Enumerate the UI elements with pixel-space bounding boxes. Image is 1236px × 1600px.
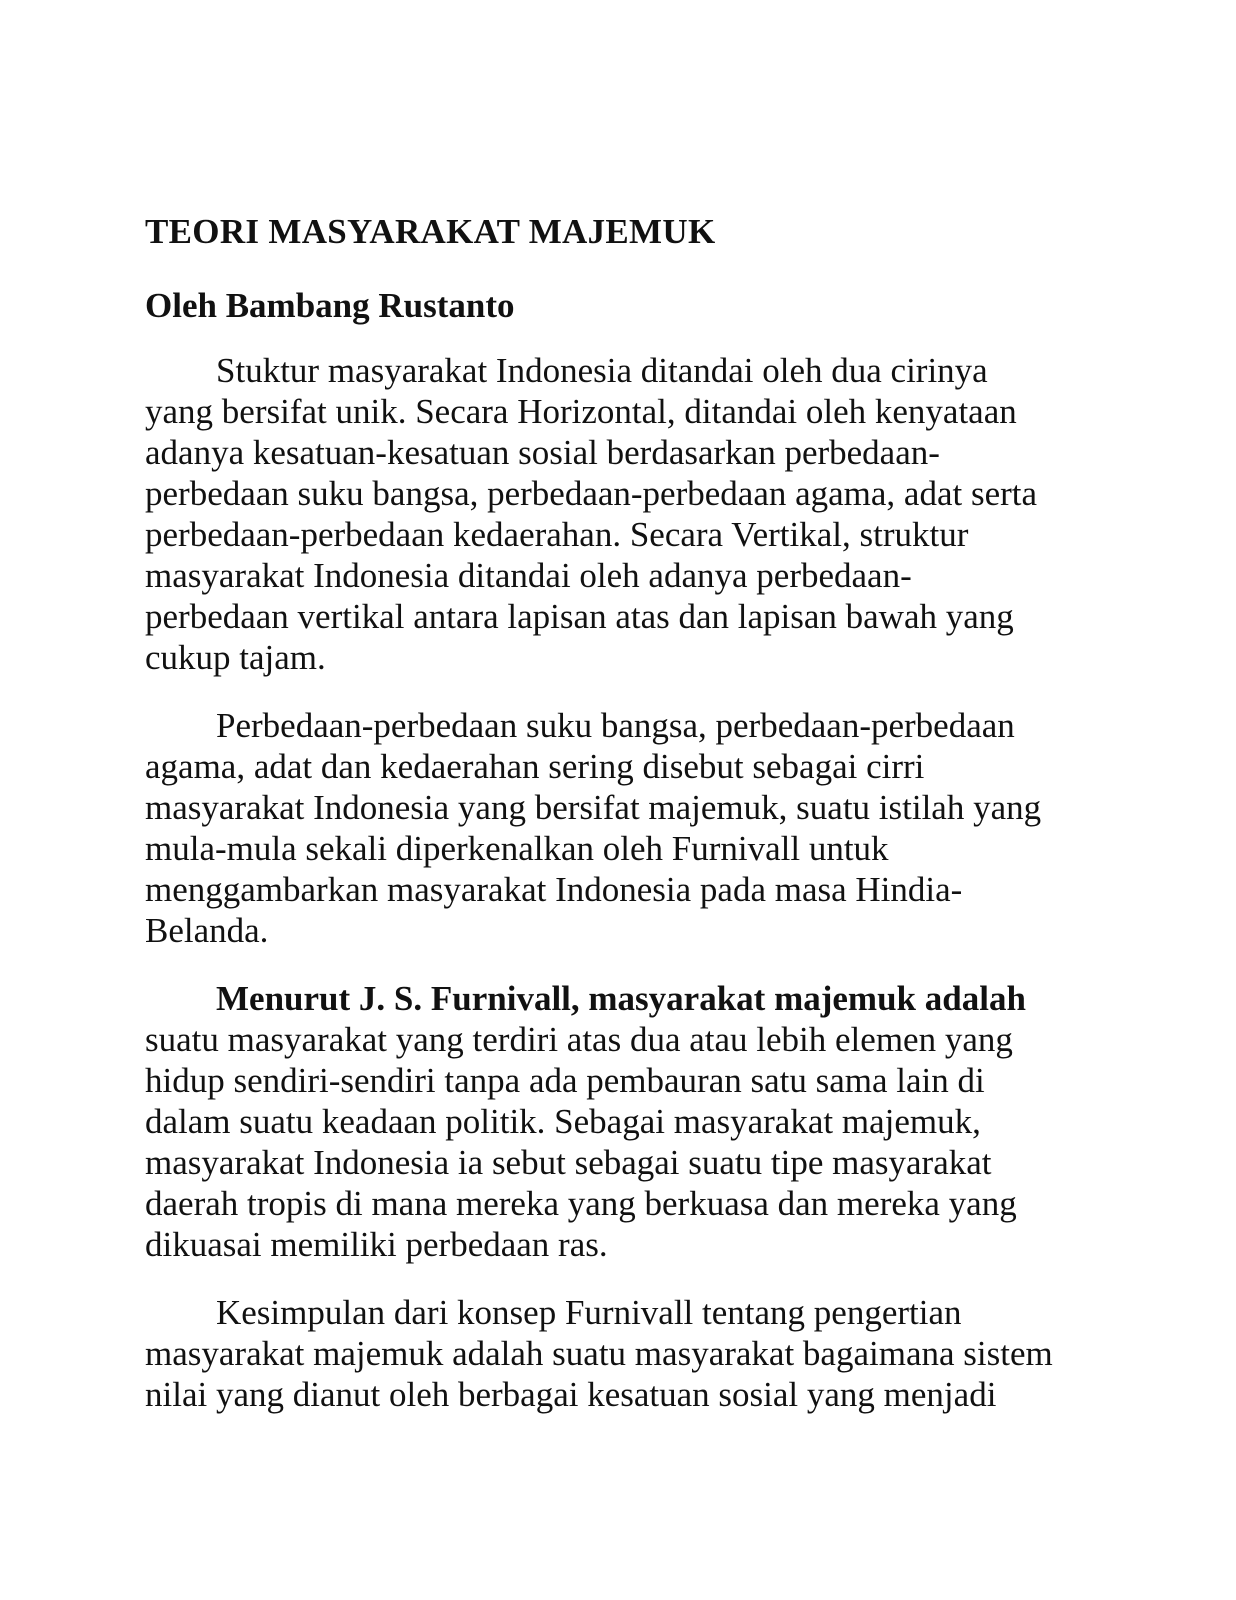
paragraph-line: hidup sendiri-sendiri tanpa ada pembauran satu sama lain di [145,1061,985,1100]
paragraph-line: masyarakat majemuk adalah suatu masyarakat bagaimana sistem [145,1334,1053,1373]
paragraph-1 [145,350,1075,678]
paragraph-line: perbedaan-perbedaan kedaerahan. Secara Vertikal, struktur [145,515,969,554]
paragraph-2 [145,705,1075,951]
document-author: Oleh Bambang Rustanto [145,286,515,325]
paragraph-line: menggambarkan masyarakat Indonesia pada masa Hindia- [145,870,963,909]
paragraph-line: Perbedaan-perbedaan suku bangsa, perbedaan-perbedaan [216,706,1015,745]
paragraph-line: daerah tropis di mana mereka yang berkuasa dan mereka yang [145,1184,1017,1223]
paragraph-line: dalam suatu keadaan politik. Sebagai masyarakat majemuk, [145,1102,981,1141]
paragraph-line: yang bersifat unik. Secara Horizontal, ditandai oleh kenyataan [145,392,1017,431]
paragraph-line: agama, adat dan kedaerahan sering disebut sebagai cirri [145,747,925,786]
paragraph-line: perbedaan suku bangsa, perbedaan-perbedaan agama, adat serta [145,474,1038,513]
paragraph-line: cukup tajam. [145,638,326,677]
paragraph-line: perbedaan vertikal antara lapisan atas dan lapisan bawah yang [145,597,1014,636]
paragraph-4 [145,1292,1075,1415]
paragraph-line: masyarakat Indonesia ditandai oleh adanya perbedaan- [145,556,912,595]
document-title: TEORI MASYARAKAT MAJEMUK [145,212,716,251]
paragraph-line: Stuktur masyarakat Indonesia ditandai oleh dua cirinya [216,351,988,390]
document-page [145,210,1075,1442]
paragraph-line: nilai yang dianut oleh berbagai kesatuan sosial yang menjadi [145,1375,997,1414]
paragraph-line: masyarakat Indonesia yang bersifat majemuk, suatu istilah yang [145,788,1042,827]
paragraph-line: Kesimpulan dari konsep Furnivall tentang pengertian [216,1293,962,1332]
paragraph-line: mula-mula sekali diperkenalkan oleh Furnivall untuk [145,829,889,868]
paragraph-line: dikuasai memiliki perbedaan ras. [145,1225,608,1264]
paragraph-3 [145,978,1075,1265]
paragraph-line: masyarakat Indonesia ia sebut sebagai suatu tipe masyarakat [145,1143,992,1182]
paragraph-line: suatu masyarakat yang terdiri atas dua atau lebih elemen yang [145,1020,1013,1059]
paragraph-lead-bold: Menurut J. S. Furnivall, masyarakat majemuk adalah [216,979,1026,1018]
paragraph-line: adanya kesatuan-kesatuan sosial berdasarkan perbedaan- [145,433,940,472]
paragraph-line: Belanda. [145,911,269,950]
